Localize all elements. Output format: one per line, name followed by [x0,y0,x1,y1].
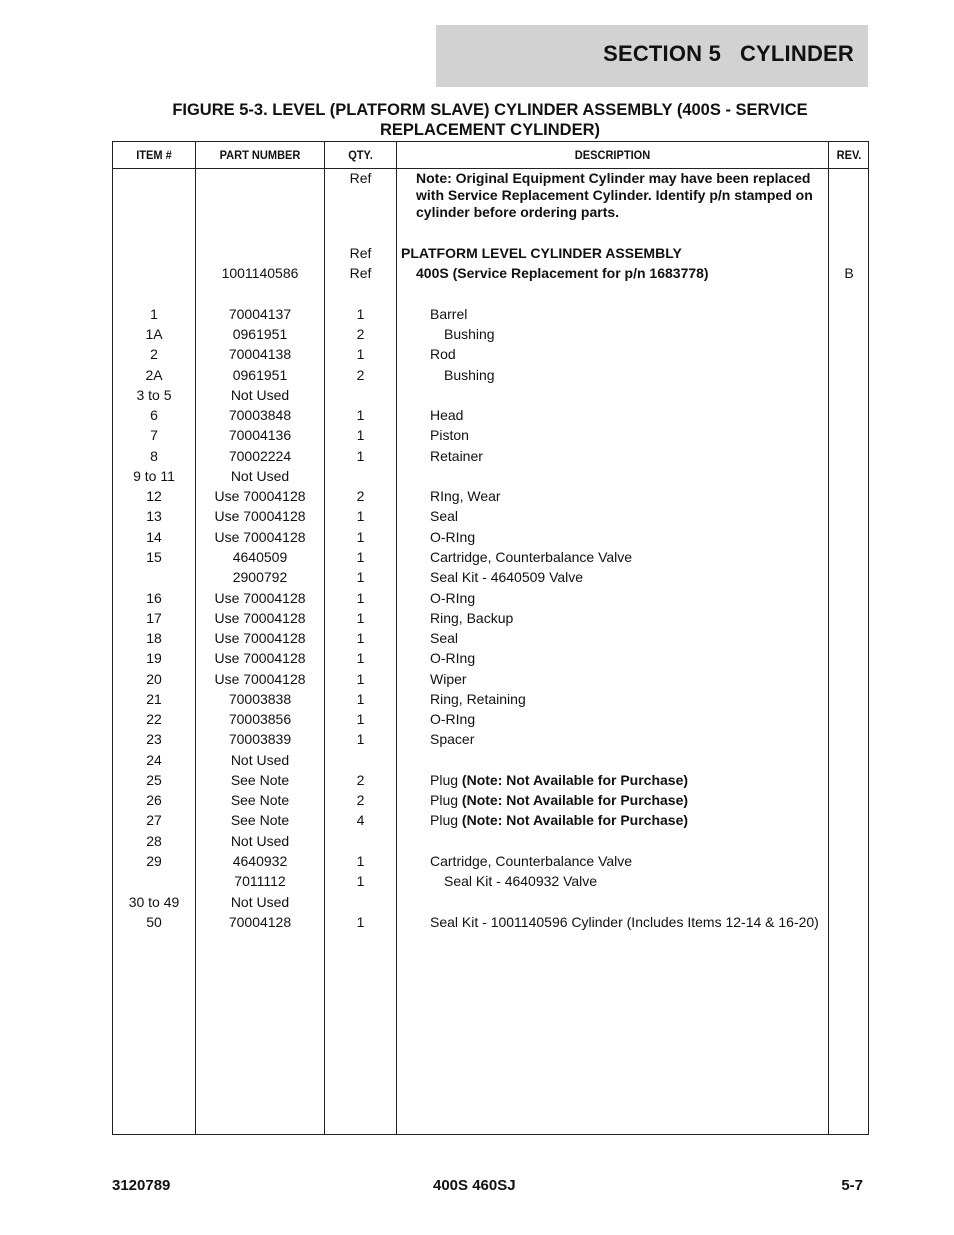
header-divider [113,168,868,169]
part-number-cell: 2900792 [232,569,288,585]
qty-cell: 2 [356,326,365,342]
part-number-cell: 70003848 [228,407,292,423]
qty-cell: 1 [356,630,365,646]
description-cell [401,265,826,282]
description-cell [401,245,826,262]
qty-cell: 1 [356,306,365,322]
part-number-cell: 4640932 [232,853,288,869]
item-cell: 50 [146,914,162,930]
part-number-cell: 70003838 [228,691,292,707]
qty-cell: 1 [356,590,365,606]
description-cell [401,853,826,870]
description-cell [401,873,826,890]
description-text: Bushing [444,367,495,383]
description-cell [401,407,826,424]
qty-cell: 1 [356,549,365,565]
item-cell: 25 [146,772,162,788]
header-description: DESCRIPTION [574,148,651,162]
description-note: (Note: Not Available for Purchase) [461,772,689,788]
item-cell: 30 to 49 [128,894,180,910]
description-cell [401,590,826,607]
description-cell [401,427,826,444]
description-text: Barrel [430,306,468,322]
part-number-cell: See Note [230,792,290,808]
description-text: Seal Kit - 1001140596 Cylinder (Includes Items 12-14 & 16-20) [430,914,819,930]
item-cell: 26 [146,792,162,808]
item-cell: 17 [146,610,162,626]
part-number-cell: 70004137 [228,306,292,322]
section-header-band [436,25,868,87]
part-number-cell: 0961951 [232,367,288,383]
item-cell: 1 [150,306,158,322]
description-cell [401,772,826,789]
part-number-cell: 70004136 [228,427,292,443]
figure-title-line-2: REPLACEMENT CYLINDER) [379,121,600,139]
qty-cell: Ref [349,170,372,186]
description-text: Piston [430,427,469,443]
description-text: Note: Original Equipment Cylinder may have been replaced with Service Replacement Cylinder. Identify p/n stamped on cylinder before ordering parts. [416,170,813,220]
qty-cell: 2 [356,772,365,788]
item-cell: 20 [146,671,162,687]
part-number-cell: Not Used [230,468,290,484]
item-cell: 22 [146,711,162,727]
description-cell [401,711,826,728]
parts-table [112,141,869,1135]
part-number-cell: 70003856 [228,711,292,727]
qty-cell: 1 [356,448,365,464]
part-number-cell: 1001140586 [221,265,299,281]
description-cell [401,326,826,343]
description-note: (Note: Not Available for Purchase) [461,792,689,808]
qty-cell: 1 [356,731,365,747]
description-text: Seal [430,630,459,646]
description-cell [401,630,826,647]
description-cell [401,671,826,688]
qty-cell: 1 [356,346,365,362]
description-cell [401,650,826,667]
qty-cell: 1 [356,508,365,524]
qty-cell: 1 [356,711,365,727]
description-text: O-RIng [430,711,476,727]
part-number-cell: Use 70004128 [214,671,306,687]
header-rev: REV. [836,148,862,162]
description-text: Rod [430,346,456,362]
description-cell [401,306,826,323]
description-note: (Note: Not Available for Purchase) [461,812,689,828]
section-title: SECTION 5 CYLINDER [603,41,854,66]
qty-cell: 1 [356,691,365,707]
description-cell [401,569,826,586]
part-number-cell: Use 70004128 [214,508,306,524]
qty-cell: 1 [356,650,365,666]
footer-page-number: 5-7 [841,1177,863,1194]
description-cell [401,812,826,829]
part-number-cell: 4640509 [232,549,288,565]
rev-cell: B [844,265,854,281]
qty-cell: 1 [356,427,365,443]
part-number-cell: Use 70004128 [214,630,306,646]
description-cell [401,691,826,708]
part-number-cell: Use 70004128 [214,650,306,666]
description-cell [401,367,826,384]
description-text: Cartridge, Counterbalance Valve [430,853,633,869]
description-text: Seal Kit - 4640509 Valve [430,569,584,585]
description-text: 400S (Service Replacement for p/n 1683778) [416,265,709,281]
description-text: O-RIng [430,529,476,545]
part-number-cell: Use 70004128 [214,610,306,626]
description-cell [401,170,826,221]
header-part-number: PART NUMBER [219,148,301,162]
part-number-cell: See Note [230,772,290,788]
header-item: ITEM # [136,148,172,162]
part-number-cell: 70002224 [228,448,292,464]
description-cell [401,792,826,809]
part-number-cell: 70003839 [228,731,292,747]
qty-cell: 2 [356,367,365,383]
description-text: Seal [430,508,459,524]
part-number-cell: 70004128 [228,914,292,930]
description-text: Plug [430,792,459,808]
part-number-cell: Use 70004128 [214,488,306,504]
description-text: Bushing [444,326,495,342]
item-cell: 6 [150,407,158,423]
qty-cell: 1 [356,671,365,687]
description-cell [401,529,826,546]
item-cell: 24 [146,752,162,768]
item-cell: 1A [145,326,163,342]
description-text: Spacer [430,731,475,747]
item-cell: 13 [146,508,162,524]
part-number-cell: See Note [230,812,290,828]
column-divider [828,142,829,1134]
description-cell [401,346,826,363]
description-text: Cartridge, Counterbalance Valve [430,549,633,565]
column-divider [396,142,397,1134]
qty-cell: 1 [356,529,365,545]
item-cell: 14 [146,529,162,545]
item-cell: 2 [150,346,158,362]
description-text: O-RIng [430,650,476,666]
item-cell: 28 [146,833,162,849]
qty-cell: 1 [356,853,365,869]
description-text: Ring, Retaining [430,691,526,707]
description-cell [401,731,826,748]
part-number-cell: Use 70004128 [214,590,306,606]
part-number-cell: Not Used [230,387,290,403]
qty-cell: 1 [356,873,365,889]
description-text: Head [430,407,464,423]
description-text: RIng, Wear [430,488,501,504]
part-number-cell: Not Used [230,752,290,768]
item-cell: 8 [150,448,158,464]
part-number-cell: Not Used [230,833,290,849]
footer-doc-number: 3120789 [112,1177,171,1194]
part-number-cell: 7011112 [234,873,286,889]
description-cell [401,448,826,465]
item-cell: 15 [146,549,162,565]
qty-cell: Ref [349,245,372,261]
item-cell: 23 [146,731,162,747]
item-cell: 18 [146,630,162,646]
description-cell [401,549,826,566]
description-text: Plug [430,812,459,828]
qty-cell: 4 [356,812,365,828]
part-number-cell: 70004138 [228,346,292,362]
item-cell: 19 [146,650,162,666]
qty-cell: 1 [356,610,365,626]
description-text: Wiper [430,671,467,687]
description-text: Ring, Backup [430,610,514,626]
description-text: Seal Kit - 4640932 Valve [444,873,598,889]
description-text: Retainer [430,448,483,464]
description-cell [401,488,826,505]
qty-cell: 1 [356,407,365,423]
footer-model: 400S 460SJ [433,1177,516,1194]
figure-title-line-1: FIGURE 5-3. LEVEL (PLATFORM SLAVE) CYLINDER ASSEMBLY (400S - SERVICE [172,101,808,119]
item-cell: 7 [150,427,158,443]
description-text: PLATFORM LEVEL CYLINDER ASSEMBLY [401,245,682,261]
item-cell: 29 [146,853,162,869]
item-cell: 2A [145,367,163,383]
qty-cell: Ref [349,265,372,281]
item-cell: 9 to 11 [133,468,175,484]
qty-cell: 2 [356,488,365,504]
qty-cell: 2 [356,792,365,808]
part-number-cell: 0961951 [232,326,288,342]
item-cell: 27 [146,812,162,828]
figure-title [112,100,868,140]
description-text: O-RIng [430,590,476,606]
description-cell [401,508,826,525]
description-cell [401,914,826,931]
part-number-cell: Not Used [230,894,290,910]
header-qty: QTY. [348,148,373,162]
qty-cell: 1 [356,569,365,585]
description-cell [401,610,826,627]
qty-cell: 1 [356,914,365,930]
description-text: Plug [430,772,459,788]
part-number-cell: Use 70004128 [214,529,306,545]
item-cell: 16 [146,590,162,606]
item-cell: 12 [146,488,162,504]
item-cell: 21 [146,691,162,707]
item-cell: 3 to 5 [136,387,172,403]
